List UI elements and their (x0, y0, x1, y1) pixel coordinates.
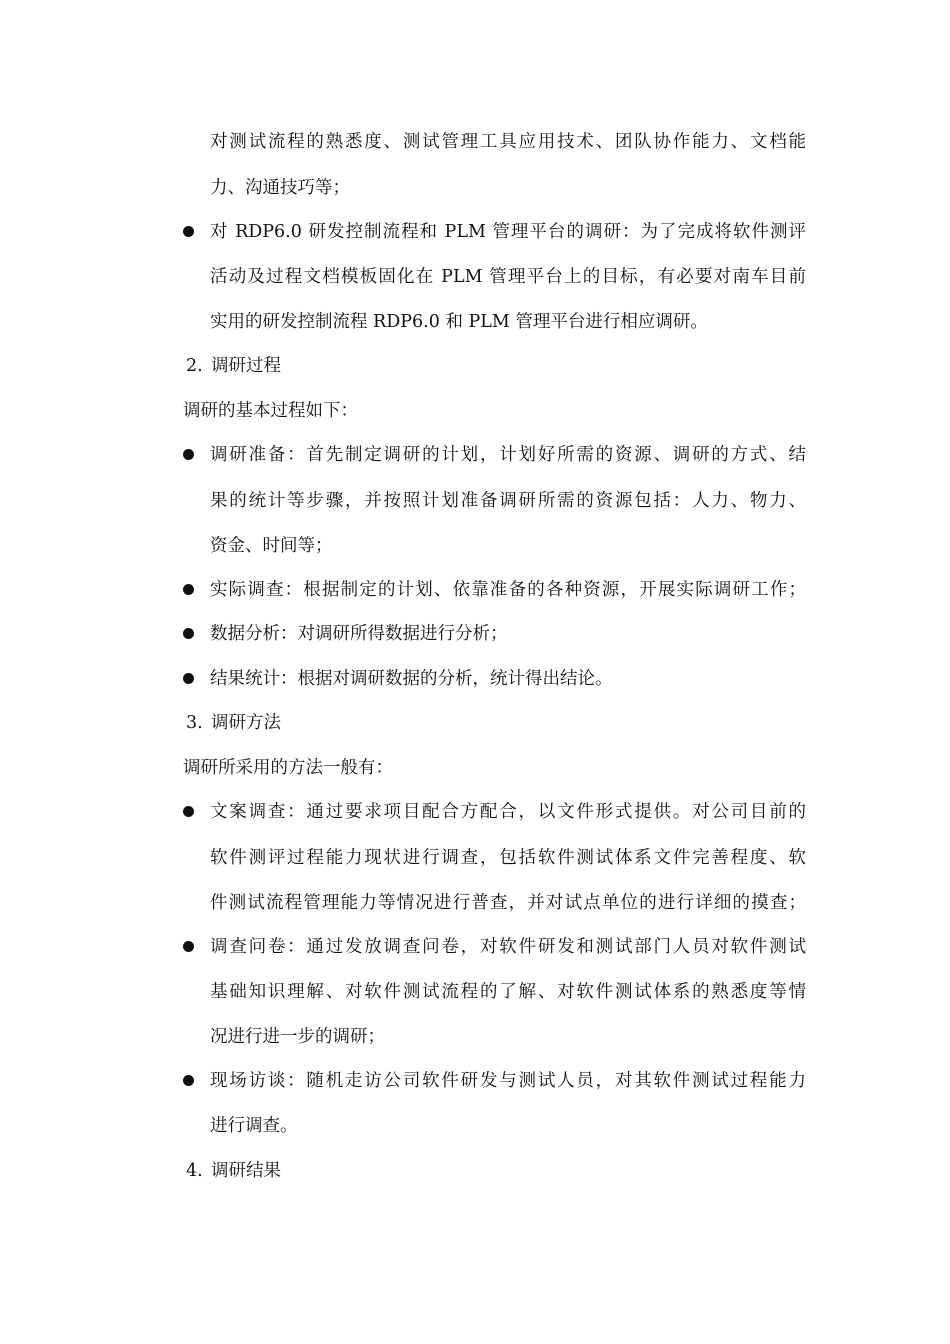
text-line: 数据分析：对调研所得数据进行分析； (210, 624, 508, 644)
text-line: 果的统计等步骤，并按照计划准备调研所需的资源包括：人力、物力、 (210, 491, 806, 511)
text-line: 实际调查：根据制定的计划、依靠准备的各种资源，开展实际调研工作； (210, 580, 806, 600)
bullet-icon (183, 806, 194, 817)
section-number: 2. (186, 356, 203, 376)
text-line: 软件测评过程能力现状进行调查，包括软件测试体系文件完善程度、软 (210, 848, 806, 868)
section-title: 调研过程 (211, 356, 281, 376)
text-line: 结果统计：根据对调研数据的分析，统计得出结论。 (210, 669, 613, 689)
paragraph-intro: 调研所采用的方法一般有： (183, 758, 393, 778)
paragraph-intro: 调研的基本过程如下： (183, 401, 358, 421)
text-line: 对测试流程的熟悉度、测试管理工具应用技术、团队协作能力、文档能 (210, 132, 806, 152)
text-line: 调研准备：首先制定调研的计划，计划好所需的资源、调研的方式、结 (210, 445, 806, 465)
text-line: 况进行进一步的调研； (210, 1027, 385, 1047)
text-line: 基础知识理解、对软件测试流程的了解、对软件测试体系的熟悉度等情 (210, 982, 806, 1002)
text-line: 文案调查：通过要求项目配合方配合，以文件形式提供。对公司目前的 (210, 802, 806, 822)
section-title: 调研结果 (211, 1161, 281, 1181)
text-line: 现场访谈：随机走访公司软件研发与测试人员，对其软件测试过程能力 (210, 1071, 806, 1091)
text-line: 实用的研发控制流程 RDP6.0 和 PLM 管理平台进行相应调研。 (210, 312, 708, 332)
section-number: 3. (186, 713, 203, 733)
text-line: 力、沟通技巧等； (210, 178, 350, 198)
bullet-icon (183, 673, 194, 684)
bullet-icon (183, 584, 194, 595)
text-line: 调查问卷：通过发放调查问卷，对软件研发和测试部门人员对软件测试 (210, 937, 806, 957)
section-title: 调研方法 (211, 713, 281, 733)
text-line: 件测试流程管理能力等情况进行普查，并对试点单位的进行详细的摸查； (210, 893, 806, 913)
bullet-icon (183, 226, 194, 237)
bullet-icon (183, 449, 194, 460)
text-line: 进行调查。 (210, 1116, 298, 1136)
bullet-icon (183, 1075, 194, 1086)
bullet-icon (183, 628, 194, 639)
text-line: 对 RDP6.0 研发控制流程和 PLM 管理平台的调研：为了完成将软件测评 (210, 222, 806, 242)
text-line: 活动及过程文档模板固化在 PLM 管理平台上的目标，有必要对南车目前 (210, 267, 806, 287)
section-number: 4. (186, 1161, 203, 1181)
text-line: 资金、时间等； (210, 536, 333, 556)
bullet-icon (183, 941, 194, 952)
